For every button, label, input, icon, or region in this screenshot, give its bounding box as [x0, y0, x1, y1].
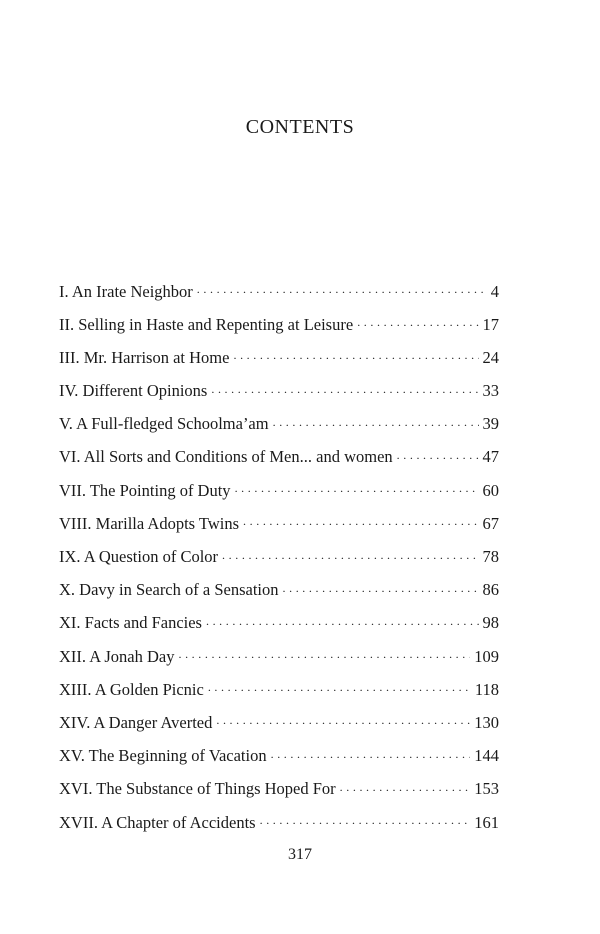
- toc-entry-title: VIII. Marilla Adopts Twins: [59, 513, 240, 533]
- toc-entry: [59, 413, 499, 446]
- dot-leader: [357, 313, 478, 330]
- toc-entry-page: 86: [482, 580, 499, 600]
- toc-entry-page: 118: [474, 679, 499, 699]
- toc-entry-title: VI. All Sorts and Conditions of Men... and women: [59, 447, 393, 467]
- toc-entry: [59, 612, 499, 645]
- toc-entry-title: VII. The Pointing of Duty: [59, 480, 231, 500]
- dot-leader: [271, 745, 471, 762]
- dot-leader: [340, 778, 471, 795]
- toc-entry-page: 98: [482, 613, 499, 633]
- toc-entry-title: XII. A Jonah Day: [59, 646, 175, 666]
- toc-entry-title: XIV. A Danger Averted: [59, 712, 213, 732]
- toc-entry-title: III. Mr. Harrison at Home: [59, 347, 230, 367]
- toc-entry: [59, 645, 499, 678]
- toc-entry-title: IX. A Question of Color: [59, 547, 219, 566]
- toc-entry-page: 109: [474, 646, 499, 666]
- dot-leader: [243, 512, 478, 529]
- toc-entry-page: 24: [482, 347, 499, 367]
- toc-entry: [59, 778, 499, 811]
- toc-entry-title: XV. The Beginning of Vacation: [59, 746, 267, 766]
- table-of-contents: [59, 280, 499, 844]
- dot-leader: [206, 612, 479, 629]
- dot-leader: [235, 479, 479, 496]
- dot-leader: [178, 645, 470, 662]
- toc-entry-page: 39: [482, 414, 499, 434]
- toc-entry-page: 4: [490, 281, 499, 301]
- toc-entry-page: 17: [482, 314, 499, 334]
- toc-entry-page: 78: [482, 547, 499, 566]
- toc-entry-title: X. Davy in Search of a Sensation: [59, 580, 279, 600]
- dot-leader: [283, 579, 479, 596]
- toc-entry-page: 60: [482, 480, 499, 500]
- toc-entry-title: V. A Full-fledged Schoolma’am: [59, 414, 269, 434]
- dot-leader: [211, 380, 478, 397]
- dot-leader: [233, 346, 478, 363]
- dot-leader: [222, 546, 478, 563]
- toc-entry-title: XI. Facts and Fancies: [59, 613, 202, 633]
- toc-entry: [59, 811, 499, 844]
- toc-entry-page: 161: [474, 812, 499, 832]
- toc-entry-title: XVII. A Chapter of Accidents: [59, 812, 256, 832]
- toc-entry-page: 153: [474, 779, 499, 799]
- dot-leader: [397, 446, 479, 463]
- toc-entry: [59, 380, 499, 413]
- toc-entry-page: 130: [474, 712, 499, 732]
- page-number: 317: [288, 846, 312, 863]
- toc-entry: [59, 711, 499, 744]
- toc-entry: [59, 346, 499, 379]
- toc-entry: [59, 745, 499, 778]
- toc-entry: [59, 512, 499, 545]
- dot-leader: [273, 413, 479, 430]
- dot-leader: [197, 280, 487, 297]
- toc-entry-page: 47: [482, 447, 499, 467]
- toc-entry-page: 33: [482, 381, 499, 401]
- toc-entry: [59, 546, 499, 579]
- page-title: CONTENTS: [245, 116, 355, 138]
- toc-entry-title: XVI. The Substance of Things Hoped For: [59, 779, 336, 799]
- toc-entry-title: I. An Irate Neighbor: [59, 281, 193, 301]
- toc-entry-page: 67: [482, 513, 499, 533]
- dot-leader: [216, 711, 470, 728]
- toc-entry-title: II. Selling in Haste and Repenting at Leisure: [59, 314, 354, 334]
- dot-leader: [208, 678, 471, 695]
- dot-leader: [260, 811, 471, 828]
- toc-entry: [59, 280, 499, 313]
- toc-entry: [59, 678, 499, 711]
- toc-entry: [59, 479, 499, 512]
- toc-entry-page: 144: [474, 746, 499, 766]
- toc-entry-title: IV. Different Opinions: [59, 381, 208, 401]
- toc-entry: [59, 446, 499, 479]
- toc-entry: [59, 313, 499, 346]
- toc-entry: [59, 579, 499, 612]
- toc-entry-title: XIII. A Golden Picnic: [59, 679, 204, 699]
